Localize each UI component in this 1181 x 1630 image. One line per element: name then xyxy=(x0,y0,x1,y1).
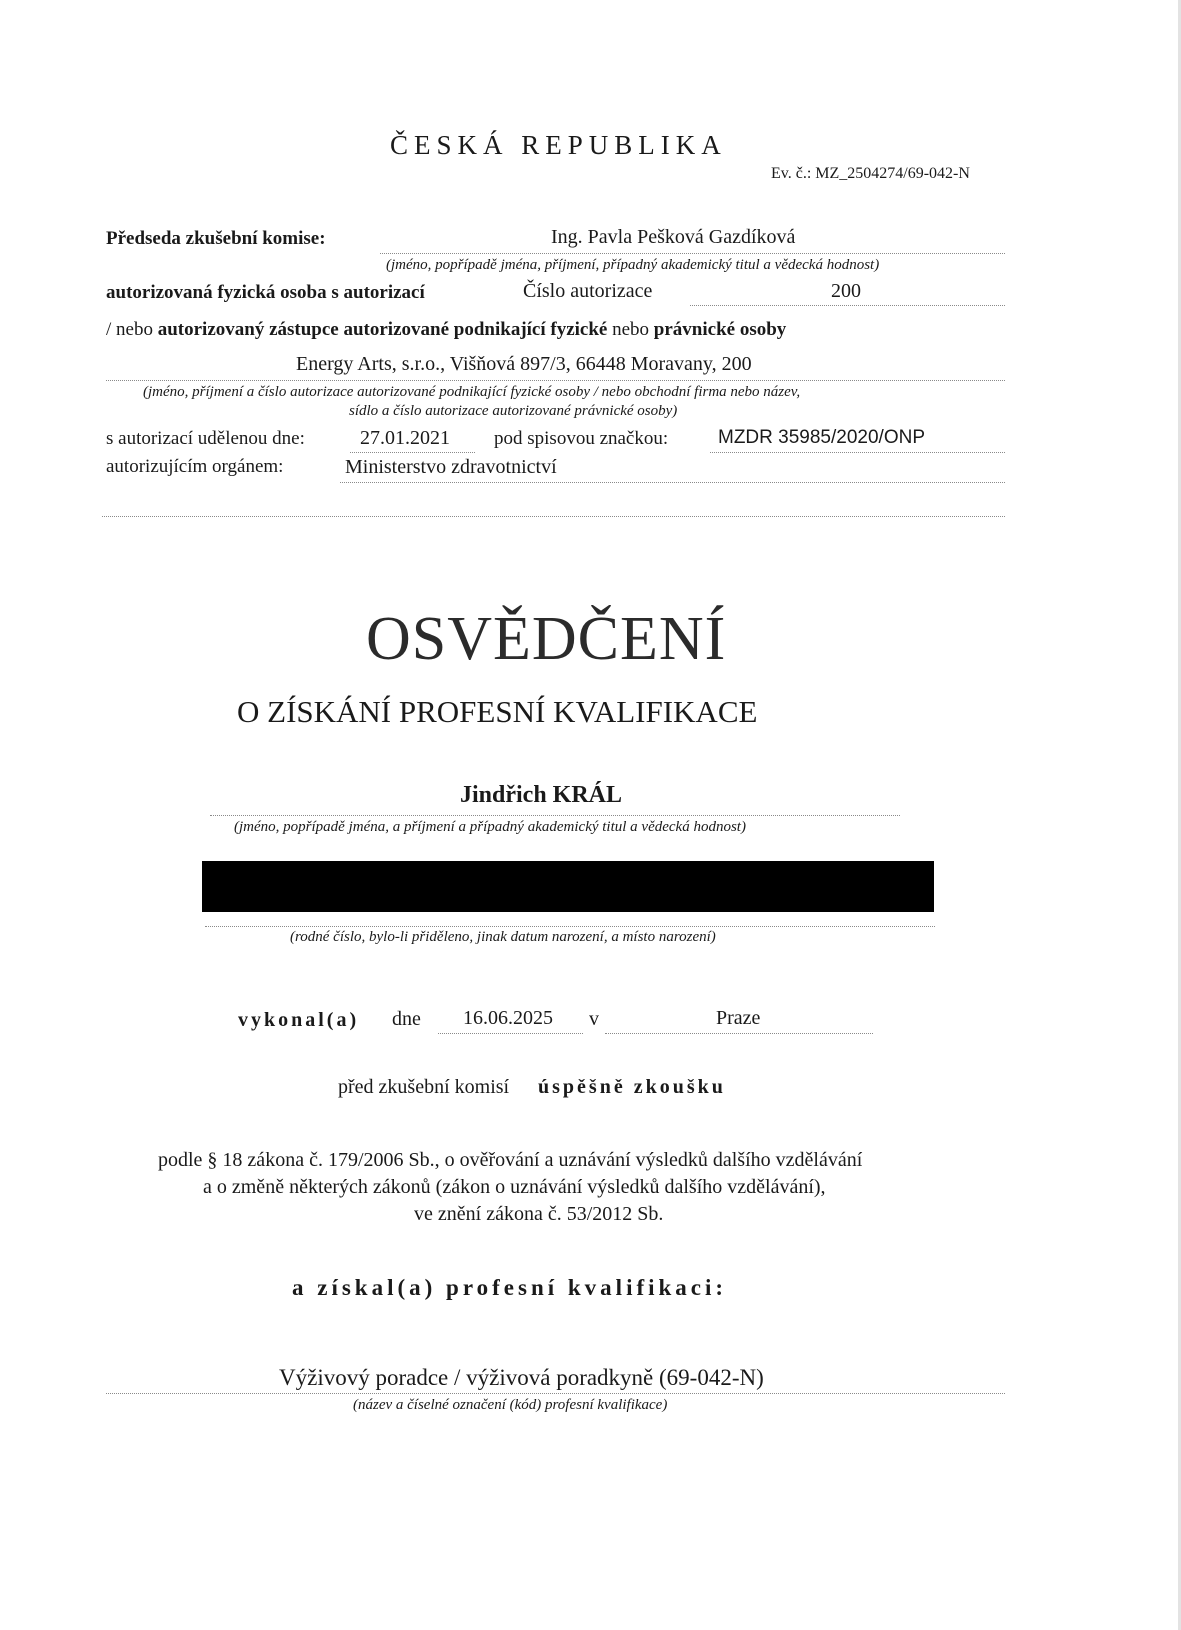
entity-hint-2: sídlo a číslo autorizace autorizované právnické osoby) xyxy=(349,403,678,419)
entity-name: Energy Arts, s.r.o., Višňová 897/3, 66448 Moravany, 200 xyxy=(296,353,752,375)
redacted-birth-data xyxy=(202,861,934,912)
certificate-title: OSVĚDČENÍ xyxy=(366,605,727,673)
qualification-line xyxy=(106,1393,1005,1394)
exam-place-prefix: v xyxy=(589,1008,599,1030)
country-heading: ČESKÁ REPUBLIKA xyxy=(390,130,727,160)
file-number: MZDR 35985/2020/ONP xyxy=(718,427,925,448)
qualification-intro: a získal(a) profesní kvalifikaci: xyxy=(292,1275,728,1300)
holder-hint: (jméno, popřípadě jména, a příjmení a případný akademický titul a vědecká hodnost) xyxy=(234,819,746,835)
exam-result: úspěšně zkoušku xyxy=(538,1076,726,1098)
authorized-person-label: autorizovaná fyzická osoba s autorizací xyxy=(106,282,425,303)
qualification-hint: (název a číselné označení (kód) profesní kvalifikace) xyxy=(353,1397,668,1413)
chair-hint: (jméno, popřípadě jména, příjmení, případný akademický titul a vědecká hodnost) xyxy=(386,257,880,273)
rep-prefix: / nebo xyxy=(106,319,153,340)
chair-label: Předseda zkušební komise: xyxy=(106,228,326,249)
law-line-2: a o změně některých zákonů (zákon o uznávání výsledků dalšího vzdělávání), xyxy=(203,1176,826,1198)
granted-date-line xyxy=(350,452,475,453)
authority-line xyxy=(340,482,1005,483)
file-number-line xyxy=(710,452,1005,453)
chair-name-line xyxy=(380,253,1005,254)
authority-label: autorizujícím orgánem: xyxy=(106,456,284,477)
law-line-1: podle § 18 zákona č. 179/2006 Sb., o ověřování a uznávání výsledků dalšího vzdělávání xyxy=(158,1149,863,1171)
authorization-number-label: Číslo autorizace xyxy=(523,280,653,302)
birth-hint: (rodné číslo, bylo-li přiděleno, jinak datum narození, a místo narození) xyxy=(290,929,716,945)
evidence-number: Ev. č.: MZ_2504274/69-042-N xyxy=(771,165,970,182)
qualification-name: Výživový poradce / výživová poradkyně (69-042-N) xyxy=(279,1365,764,1390)
exam-date: 16.06.2025 xyxy=(463,1007,553,1029)
certificate-subtitle: O ZÍSKÁNÍ PROFESNÍ KVALIFIKACE xyxy=(237,694,758,729)
authority-name: Ministerstvo zdravotnictví xyxy=(345,456,557,478)
law-line-3: ve znění zákona č. 53/2012 Sb. xyxy=(414,1203,664,1225)
holder-line xyxy=(210,815,900,816)
performed-label: vykonal(a) xyxy=(238,1009,360,1031)
granted-label: s autorizací udělenou dne: xyxy=(106,428,305,449)
representative-line xyxy=(106,319,786,341)
authorization-number-line xyxy=(690,305,1005,306)
chair-name: Ing. Pavla Pešková Gazdíková xyxy=(551,226,796,248)
exam-date-line xyxy=(438,1033,583,1034)
authorization-number: 200 xyxy=(831,280,861,302)
entity-line xyxy=(106,380,1005,381)
exam-day-label: dne xyxy=(392,1008,421,1030)
section-separator xyxy=(102,516,1005,517)
rep-bold-1: autorizovaný zástupce autorizované podnikající fyzické xyxy=(157,319,608,340)
birth-line xyxy=(205,926,935,927)
entity-hint-1: (jméno, příjmení a číslo autorizace autorizované podnikající fyzické osoby / nebo obchodní firma nebo název, xyxy=(143,384,801,400)
rep-bold-2: právnické osoby xyxy=(653,319,787,340)
exam-place-line xyxy=(605,1033,873,1034)
rep-mid: nebo xyxy=(612,319,650,340)
holder-name: Jindřich KRÁL xyxy=(460,782,623,808)
file-label: pod spisovou značkou: xyxy=(494,428,669,449)
exam-place: Praze xyxy=(716,1007,761,1029)
granted-date: 27.01.2021 xyxy=(360,427,450,449)
exam-before-label: před zkušební komisí xyxy=(338,1076,510,1098)
